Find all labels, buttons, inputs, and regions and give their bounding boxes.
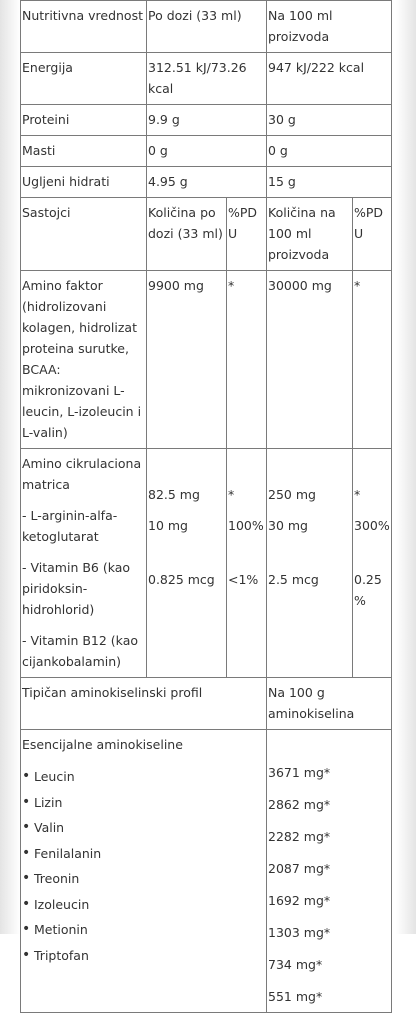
- qty-dose-header: Količina po dozi (33 ml): [147, 198, 227, 271]
- table-row: [21, 136, 392, 167]
- profile-value: Na 100 g aminokiselina: [267, 678, 392, 730]
- list-item: • Lizin: [22, 792, 265, 813]
- row-per-100: 947 kJ/222 kcal: [267, 53, 392, 105]
- matrix-pdu-1: 100%: [228, 518, 264, 533]
- amino-factor-qty-100: 30000 mg: [267, 271, 353, 449]
- amino-factor-pdu-1: *: [227, 271, 267, 449]
- essential-title: Esencijalne aminokiseline: [22, 737, 183, 752]
- matrix-qty-100: 250 mg: [268, 487, 316, 502]
- matrix-qty-100: 30 mg: [268, 518, 308, 533]
- matrix-pdu-1: *: [228, 487, 235, 502]
- row-per-dose: 9.9 g: [147, 105, 267, 136]
- matrix-item-label: - Vitamin B6 (kao piridoksin-hidrohlorid): [22, 560, 131, 617]
- ingredients-label: Sastojci: [21, 198, 147, 271]
- essential-value: 2282 mg*: [268, 829, 331, 844]
- amino-factor-qty-dose: 9900 mg: [147, 271, 227, 449]
- essential-row: [21, 730, 392, 1013]
- page-edge-left: [0, 0, 20, 934]
- table-row: [21, 167, 392, 198]
- header-label: Nutritivna vrednost: [21, 1, 147, 53]
- matrix-pdu-1: <1%: [228, 572, 259, 587]
- essential-values-cell: [267, 730, 392, 1013]
- essential-value: 1692 mg*: [268, 893, 331, 908]
- essential-value: 1303 mg*: [268, 925, 331, 940]
- pdu-header-1: %PDU: [227, 198, 267, 271]
- matrix-pdu-2: 300%: [354, 518, 390, 533]
- matrix-qty-dose-cell: [147, 449, 227, 678]
- row-per-dose: 0 g: [147, 136, 267, 167]
- matrix-qty-dose: 82.5 mg: [148, 487, 200, 502]
- matrix-pdu2-cell: [353, 449, 392, 678]
- essential-value: 2087 mg*: [268, 861, 331, 876]
- ingredients-header-row: [21, 198, 392, 271]
- matrix-pdu1-cell: [227, 449, 267, 678]
- essential-value: 551 mg*: [268, 989, 323, 1004]
- row-per-100: 15 g: [267, 167, 392, 198]
- list-item: • Triptofan: [22, 945, 265, 966]
- row-label: Ugljeni hidrati: [21, 167, 147, 198]
- essential-names-cell: [21, 730, 267, 1013]
- pdu-header-2: %PDU: [353, 198, 392, 271]
- matrix-qty-dose: 10 mg: [148, 518, 188, 533]
- list-item: • Leucin: [22, 766, 265, 787]
- list-item: • Fenilalanin: [22, 843, 265, 864]
- header-per-100: Na 100 ml proizvoda: [267, 1, 392, 53]
- header-row: [21, 1, 392, 53]
- list-item: • Valin: [22, 817, 265, 838]
- essential-value: 2862 mg*: [268, 797, 331, 812]
- matrix-title: Amino cikrulaciona matrica: [22, 456, 142, 492]
- table-row: [21, 53, 392, 105]
- matrix-qty-100-cell: [267, 449, 353, 678]
- essential-value: 3671 mg*: [268, 765, 331, 780]
- list-item: • Treonin: [22, 868, 265, 889]
- matrix-item-label: - Vitamin B12 (kao cijankobalamin): [22, 633, 138, 669]
- header-per-dose: Po dozi (33 ml): [147, 1, 267, 53]
- matrix-pdu-2: 0.25%: [354, 572, 382, 608]
- amino-factor-label: Amino faktor (hidrolizovani kolagen, hidrolizat proteina surutke, BCAA: mikronizovani L-leucin, L-izoleucin i L-valin): [21, 271, 147, 449]
- list-item: • Metionin: [22, 919, 265, 940]
- matrix-label-cell: [21, 449, 147, 678]
- row-per-dose: 4.95 g: [147, 167, 267, 198]
- row-label: Energija: [21, 53, 147, 105]
- row-per-100: 0 g: [267, 136, 392, 167]
- list-item: • Izoleucin: [22, 894, 265, 915]
- profile-header-row: [21, 678, 392, 730]
- amino-factor-pdu-2: *: [353, 271, 392, 449]
- matrix-qty-dose: 0.825 mcg: [148, 572, 215, 587]
- amino-factor-row: [21, 271, 392, 449]
- essential-value: 734 mg*: [268, 957, 323, 972]
- nutrition-table: [20, 0, 392, 1013]
- qty-100-header: Količina na 100 ml proizvoda: [267, 198, 353, 271]
- matrix-pdu-2: *: [354, 487, 361, 502]
- profile-label: Tipičan aminokiselinski profil: [21, 678, 267, 730]
- matrix-qty-100: 2.5 mcg: [268, 572, 319, 587]
- matrix-row: [21, 449, 392, 678]
- row-label: Masti: [21, 136, 147, 167]
- page-edge-right: [396, 0, 416, 934]
- table-row: [21, 105, 392, 136]
- row-per-dose: 312.51 kJ/73.26 kcal: [147, 53, 267, 105]
- row-label: Proteini: [21, 105, 147, 136]
- matrix-item-label: - L-arginin-alfa-ketoglutarat: [22, 508, 118, 544]
- row-per-100: 30 g: [267, 105, 392, 136]
